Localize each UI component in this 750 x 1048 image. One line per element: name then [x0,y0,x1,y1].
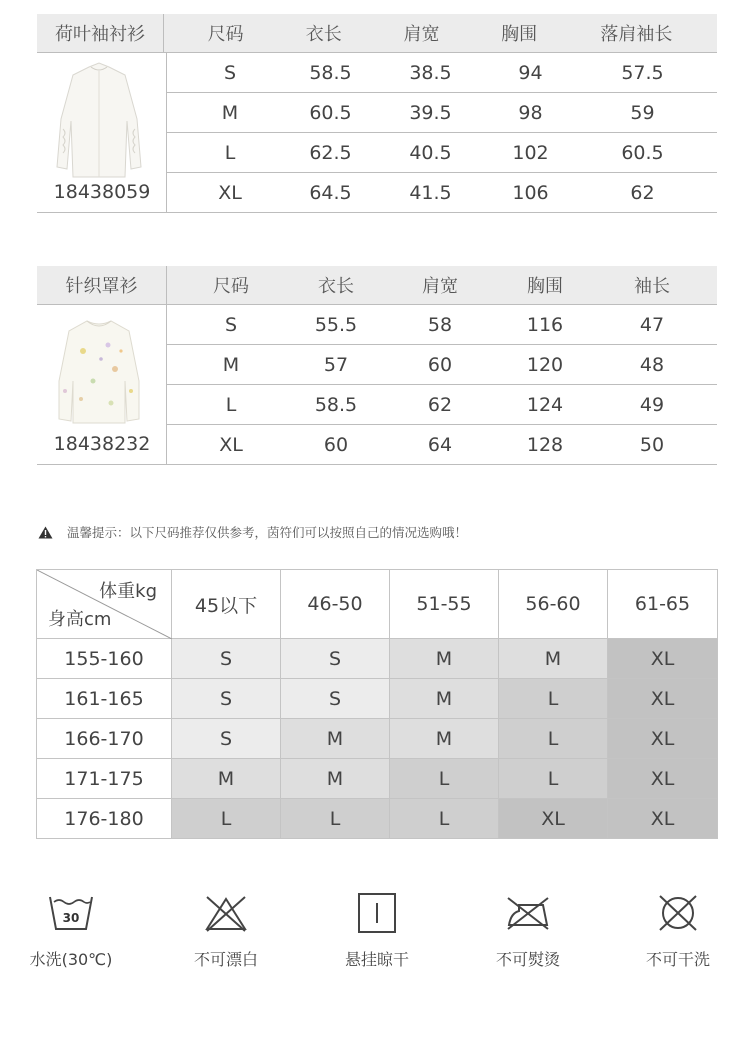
table-cell: 94 [518,61,543,84]
table-cell: 98 [518,101,543,124]
wash-30-icon [48,893,94,933]
recommended-size: L [499,679,608,719]
table-row [167,53,717,93]
grid-row [37,639,718,679]
recommended-size: L [390,799,499,839]
recommended-size: S [172,639,281,679]
recommended-size: M [172,759,281,799]
recommended-size: L [172,799,281,839]
product-name: 针织罩衫 [37,266,167,304]
recommended-size: S [172,679,281,719]
table-cell: 58 [427,313,453,336]
col-size: 尺码 [207,24,244,45]
weight-col-5: 61-65 [608,570,718,639]
table-cell: 47 [639,313,665,336]
col-sleeve: 袖长 [634,276,670,297]
warning-icon [38,526,53,539]
height-axis-label: 身高cm [48,609,112,630]
size-table-knit [37,266,717,465]
table-cell: 124 [526,393,564,416]
care-no-iron [473,893,583,970]
table-row [167,93,717,133]
table-cell: 64 [427,433,453,456]
size-recommendation-grid [36,569,717,838]
table-cell: 106 [512,181,549,204]
grid-corner [37,570,172,639]
care-label: 不可漂白 [193,950,258,969]
table-cell: 62 [427,393,453,416]
table-header [37,14,717,53]
recommended-size: S [172,719,281,759]
col-shoulder: 肩宽 [403,24,440,45]
table-cell: 50 [639,433,665,456]
height-range: 166-170 [37,719,172,759]
size-notice [38,523,467,541]
wash-temp: 30 [62,911,80,925]
col-length: 衣长 [305,24,342,45]
table-cell: 58.5 [309,61,352,84]
recommended-size: XL [499,799,608,839]
table-cell: 58.5 [314,393,358,416]
table-cell: 41.5 [409,181,452,204]
recommended-size: M [499,639,608,679]
grid-row [37,759,718,799]
recommended-size: L [499,719,608,759]
table-cell: M [221,101,239,124]
recommended-size: S [281,639,390,679]
shirt-image [53,59,145,179]
table-cell: 128 [526,433,564,456]
recommended-size: XL [608,759,718,799]
height-range: 171-175 [37,759,172,799]
table-cell: L [224,141,236,164]
table-cell: S [223,61,237,84]
table-cell: 60.5 [621,141,664,164]
table-cell: L [225,393,237,416]
product-name: 荷叶袖衬衫 [37,14,164,52]
table-cell: M [222,353,240,376]
grid-header-row [37,570,718,639]
height-range: 155-160 [37,639,172,679]
table-cell: 57.5 [621,61,664,84]
col-chest: 胸围 [501,24,538,45]
table-cell: 64.5 [309,181,352,204]
care-label: 悬挂晾干 [344,950,409,969]
recommended-size: L [390,759,499,799]
recommended-size: S [281,679,390,719]
recommended-size: L [281,799,390,839]
notice-text: 温馨提示：以下尺码推荐仅供参考，茵符们可以按照自己的情况选购哦！ [67,525,468,540]
table-cell: 62 [630,181,655,204]
grid-row [37,679,718,719]
table-row [167,173,717,213]
height-range: 176-180 [37,799,172,839]
col-sleeve: 落肩袖长 [600,24,673,45]
recommended-size: XL [608,639,718,679]
table-cell: 38.5 [409,61,452,84]
hang-dry-icon [354,893,400,933]
care-label: 不可干洗 [645,950,710,969]
care-no-bleach [171,893,281,970]
table-cell: 102 [512,141,549,164]
weight-axis-label: 体重kg [99,581,157,602]
grid-row [37,719,718,759]
col-shoulder: 肩宽 [422,276,458,297]
table-cell: XL [218,181,242,204]
recommended-size: M [390,639,499,679]
no-iron-icon [505,893,551,933]
size-table-shirt [37,14,717,213]
care-no-dry-clean [623,893,733,970]
no-bleach-icon [203,893,249,933]
recommended-size: XL [608,679,718,719]
no-dry-clean-icon [655,893,701,933]
col-length: 衣长 [318,276,354,297]
table-cell: 39.5 [409,101,452,124]
recommended-size: M [281,719,390,759]
table-row [167,425,717,465]
table-cell: 59 [630,101,655,124]
table-cell: 60 [323,433,349,456]
product-cell [37,53,167,213]
table-row [167,345,717,385]
recommended-size: M [390,679,499,719]
table-row [167,385,717,425]
product-code: 18438059 [53,181,151,203]
table-header [37,266,717,305]
weight-col-2: 46-50 [281,570,390,639]
product-cell [37,305,167,465]
table-cell: 60 [427,353,453,376]
table-cell: 62.5 [309,141,352,164]
table-cell: 116 [526,313,564,336]
table-cell: XL [219,433,243,456]
col-size: 尺码 [213,276,249,297]
table-cell: 49 [639,393,665,416]
table-cell: 57 [323,353,349,376]
table-cell: 60.5 [309,101,352,124]
care-label: 不可熨烫 [495,950,560,969]
knit-top-image [53,311,145,431]
weight-col-4: 56-60 [499,570,608,639]
care-wash [16,893,126,970]
table-row [167,305,717,345]
product-code: 18438232 [53,433,151,455]
care-label: 水洗(30℃) [29,950,113,969]
table-cell: 120 [526,353,564,376]
care-hang-dry [322,893,432,970]
recommended-size: XL [608,799,718,839]
table-row [167,133,717,173]
grid-row [37,799,718,839]
weight-col-1: 45以下 [172,570,281,639]
recommended-size: M [390,719,499,759]
height-range: 161-165 [37,679,172,719]
table-cell: S [224,313,238,336]
table-cell: 40.5 [409,141,452,164]
recommended-size: L [499,759,608,799]
col-chest: 胸围 [527,276,563,297]
table-cell: 55.5 [314,313,358,336]
recommended-size: M [281,759,390,799]
recommended-size: XL [608,719,718,759]
weight-col-3: 51-55 [390,570,499,639]
table-cell: 48 [639,353,665,376]
